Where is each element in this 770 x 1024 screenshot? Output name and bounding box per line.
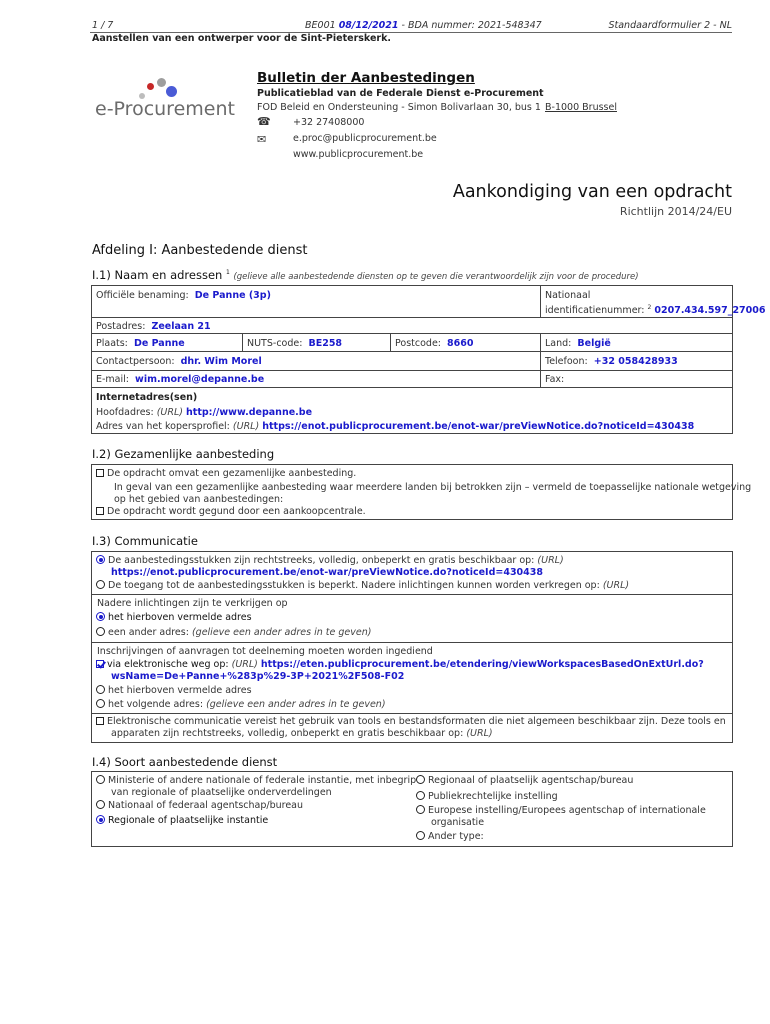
s14-title: I.4) Soort aanbestedende dienst xyxy=(92,755,278,769)
joint-procurement-checkbox[interactable] xyxy=(96,469,104,477)
info-above-radio[interactable] xyxy=(96,612,105,621)
city-label: Plaats: xyxy=(96,338,128,349)
s13-title: I.3) Communicatie xyxy=(92,534,198,548)
bulletin-title: Bulletin der Aanbestedingen xyxy=(257,70,475,86)
docs-free-radio[interactable] xyxy=(96,555,105,564)
authority-type-label-2: van regionale of plaatselijke onderverdelingen xyxy=(111,786,332,798)
s11-heading xyxy=(92,268,639,282)
postcode-label: Postcode: xyxy=(395,338,441,349)
info-other-label: een ander adres: xyxy=(108,627,189,638)
authority-type-radio[interactable] xyxy=(416,805,425,814)
authority-type-radio[interactable] xyxy=(416,831,425,840)
tools-option[interactable] xyxy=(96,716,726,740)
national-id-label-1: Nationaal xyxy=(545,290,591,301)
authority-type-other[interactable] xyxy=(416,831,484,842)
s13-box xyxy=(91,551,733,743)
s14-box xyxy=(91,771,733,847)
submission-electronic-option[interactable] xyxy=(96,659,704,670)
authority-type-label: Ander type: xyxy=(428,831,484,842)
authority-type-regional[interactable] xyxy=(96,815,268,826)
phone-value: +32 058428933 xyxy=(593,356,678,367)
phone-cell xyxy=(541,354,682,369)
url-tag: (URL) xyxy=(602,580,630,591)
fax-label: Fax: xyxy=(545,374,565,385)
table-divider xyxy=(92,370,732,371)
box-divider xyxy=(92,642,732,643)
table-divider xyxy=(92,351,732,352)
authority-type-regional-agency[interactable] xyxy=(416,775,633,786)
contact-cell xyxy=(92,354,266,369)
submission-url-2[interactable]: wsName=De+Panne+%283p%29-3P+2021%2F508-F02 xyxy=(111,671,405,682)
central-purchasing-label: De opdracht wordt gegund door een aankoopcentrale. xyxy=(107,506,366,517)
nuts-value: BE258 xyxy=(308,338,343,349)
authority-type-european[interactable] xyxy=(416,805,706,828)
doc-id: BE001 xyxy=(305,20,336,31)
authority-type-public-law[interactable] xyxy=(416,791,558,802)
submission-other-radio[interactable] xyxy=(96,699,105,708)
bulletin-phone: +32 27408000 xyxy=(293,117,365,128)
official-name-cell xyxy=(92,288,275,303)
bulletin-publisher: Publicatieblad van de Federale Dienst e-Procurement xyxy=(257,88,544,99)
logo-text: e-Procurement xyxy=(95,98,235,120)
country-cell xyxy=(541,336,615,351)
postal-address-cell xyxy=(92,319,215,334)
buyer-profile-label: Adres van het kopersprofiel: xyxy=(96,421,230,432)
bulletin-email[interactable]: e.proc@publicprocurement.be xyxy=(293,133,437,144)
postcode-value: 8660 xyxy=(447,338,474,349)
submission-url-2-row[interactable] xyxy=(111,671,404,682)
central-purchasing-checkbox[interactable] xyxy=(96,507,104,515)
national-id-label-2: identificatienummer: xyxy=(545,305,645,317)
official-name-label: Officiële benaming: xyxy=(96,290,189,301)
bulletin-web[interactable]: www.publicprocurement.be xyxy=(293,149,424,160)
url-tag: (URL) xyxy=(466,728,493,739)
submission-above-radio[interactable] xyxy=(96,685,105,694)
info-other-radio[interactable] xyxy=(96,627,105,636)
submission-other-option[interactable] xyxy=(96,699,386,710)
s11-table xyxy=(91,285,766,434)
joint-procurement-label: De opdracht omvat een gezamenlijke aanbesteding. xyxy=(107,468,357,479)
section-title: Afdeling I: Aanbestedende dienst xyxy=(92,243,308,258)
contact-label: Contactpersoon: xyxy=(96,356,175,367)
submission-above-label: het hierboven vermelde adres xyxy=(108,685,252,696)
fax-cell xyxy=(541,372,568,387)
notice-reference xyxy=(305,20,542,31)
main-address-value[interactable]: http://www.depanne.be xyxy=(186,406,313,418)
info-other-note: (gelieve een ander adres in te geven) xyxy=(191,627,372,638)
url-tag: (URL) xyxy=(232,421,260,432)
authority-type-ministry[interactable] xyxy=(96,775,416,798)
tools-line-2: apparaten zijn rechtstreeks, volledig, onbeperkt en gratis beschikbaar op: xyxy=(111,728,464,739)
joint-procurement-option[interactable] xyxy=(96,468,356,479)
submission-other-label: het volgende adres: xyxy=(108,699,204,710)
notice-date: 08/12/2021 xyxy=(338,20,399,31)
postal-address-label: Postadres: xyxy=(96,321,146,332)
s12-title: I.2) Gezamenlijke aanbesteding xyxy=(92,447,275,461)
submission-label: Inschrijvingen of aanvragen tot deelneming moeten worden ingediend xyxy=(97,646,433,657)
internet-cell xyxy=(92,389,698,437)
s12-box xyxy=(91,464,752,520)
bulletin-address: FOD Beleid en Ondersteuning - Simon Bolivarlaan 30, bus 1 xyxy=(257,102,541,113)
national-id-sup: 2 xyxy=(647,304,652,311)
info-above-option[interactable] xyxy=(96,612,252,623)
e-procurement-logo xyxy=(95,78,235,123)
tools-checkbox[interactable] xyxy=(96,717,104,725)
country-label: Land: xyxy=(545,338,572,349)
submission-above-option[interactable] xyxy=(96,685,252,696)
joint-note-line-2: op het gebied van aanbestedingen: xyxy=(114,494,284,505)
notice-subtitle: Aanstellen van een ontwerper voor de Sint-Pieterskerk. xyxy=(92,33,392,44)
nuts-label: NUTS-code: xyxy=(247,338,303,349)
authority-type-label: Ministerie of andere nationale of federale instantie, met inbegrip xyxy=(108,775,417,786)
mail-icon: ✉ xyxy=(257,133,267,146)
submission-url-1[interactable]: https://eten.publicprocurement.be/etendering/viewWorkspacesBasedOnExtUrl.do? xyxy=(260,659,704,670)
central-purchasing-option[interactable] xyxy=(96,506,366,517)
notice-directive: Richtlijn 2014/24/EU xyxy=(619,205,732,218)
submission-other-note: (gelieve een ander adres in te geven) xyxy=(206,699,386,710)
info-other-option[interactable] xyxy=(96,627,371,638)
docs-free-label: De aanbestedingsstukken zijn rechtstreeks, volledig, onbeperkt en gratis beschikbaar op: xyxy=(108,555,535,566)
logo-dot-grey xyxy=(157,78,166,87)
authority-type-radio[interactable] xyxy=(96,800,105,809)
page-number: 1 / 7 xyxy=(92,20,114,31)
docs-restricted-option[interactable] xyxy=(96,580,629,591)
national-id-value: 0207.434.597_27006 xyxy=(654,305,766,317)
notice-title: Aankondiging van een opdracht xyxy=(452,182,732,202)
authority-type-national-agency[interactable] xyxy=(96,800,303,811)
docs-restricted-radio[interactable] xyxy=(96,580,105,589)
authority-type-label: Regionale of plaatselijke instantie xyxy=(108,815,269,826)
official-name-value: De Panne (3p) xyxy=(194,290,271,301)
logo-dot-blue xyxy=(166,86,177,97)
docs-url[interactable] xyxy=(111,567,543,578)
submission-electronic-checkbox[interactable] xyxy=(96,660,104,668)
url-tag: (URL) xyxy=(537,555,564,566)
authority-type-radio[interactable] xyxy=(96,775,105,784)
city-cell xyxy=(92,336,189,351)
city-value: De Panne xyxy=(133,338,185,349)
info-above-label: het hierboven vermelde adres xyxy=(108,612,252,623)
contact-value: dhr. Wim Morel xyxy=(180,356,262,367)
authority-type-label: Regionaal of plaatselijk agentschap/bureau xyxy=(428,775,634,786)
bda-number: - BDA nummer: 2021-548347 xyxy=(398,20,542,31)
info-label: Nadere inlichtingen zijn te verkrijgen op xyxy=(97,598,288,609)
email-value[interactable]: wim.morel@depanne.be xyxy=(135,374,265,385)
s11-note: (gelieve alle aanbestedende diensten op te geven die verantwoordelijk zijn voor de procedure) xyxy=(233,272,639,282)
internet-title: Internetadres(sen) xyxy=(96,392,198,403)
postal-address-value: Zeelaan 21 xyxy=(151,321,211,332)
buyer-profile-value[interactable]: https://enot.publicprocurement.be/enot-war/preViewNotice.do?noticeId=430438 xyxy=(262,421,695,432)
tools-line-1: Elektronische communicatie vereist het gebruik van tools en bestandsformaten die niet algemeen beschikbaar zijn. Deze tools en xyxy=(107,716,726,727)
box-divider xyxy=(92,594,732,595)
docs-free-option[interactable] xyxy=(96,555,564,566)
joint-note-line-1: In geval van een gezamenlijke aanbesteding waar meerdere landen bij betrokken zijn – vermeld de toepasselijke nationale wetgeving xyxy=(114,482,752,493)
table-divider xyxy=(92,387,732,388)
submission-electronic-label: via elektronische weg op: xyxy=(107,659,229,670)
postcode-cell xyxy=(391,336,478,351)
docs-url-value[interactable]: https://enot.publicprocurement.be/enot-war/preViewNotice.do?noticeId=430438 xyxy=(111,567,543,578)
phone-icon: ☎ xyxy=(257,115,271,128)
authority-type-radio[interactable] xyxy=(416,791,425,800)
authority-type-radio[interactable] xyxy=(96,815,105,824)
logo-dot-red xyxy=(147,83,154,90)
phone-label: Telefoon: xyxy=(545,356,588,367)
authority-type-label: Publiekrechtelijke instelling xyxy=(428,791,558,802)
nuts-cell xyxy=(243,336,346,351)
box-divider xyxy=(92,713,732,714)
authority-type-label-2: organisatie xyxy=(431,816,485,828)
docs-restricted-label: De toegang tot de aanbestedingsstukken is beperkt. Nadere inlichtingen kunnen worden verkregen op: xyxy=(108,580,600,591)
main-address-label: Hoofdadres: xyxy=(96,406,154,418)
email-label: E-mail: xyxy=(96,374,129,385)
national-id-cell xyxy=(541,288,770,319)
authority-type-label: Europese instelling/Europees agentschap of internationale xyxy=(428,805,706,816)
joint-procurement-note xyxy=(114,482,751,506)
url-tag: (URL) xyxy=(156,406,183,418)
authority-type-radio[interactable] xyxy=(416,775,425,784)
url-tag: (URL) xyxy=(231,659,258,670)
bulletin-city: B-1000 Brussel xyxy=(545,102,617,113)
email-cell xyxy=(92,372,268,387)
s11-title: I.1) Naam en adressen xyxy=(92,268,223,282)
form-name: Standaardformulier 2 - NL xyxy=(608,20,732,31)
authority-type-label: Nationaal of federaal agentschap/bureau xyxy=(108,800,304,811)
country-value: België xyxy=(577,338,611,349)
s11-sup: 1 xyxy=(225,269,230,277)
